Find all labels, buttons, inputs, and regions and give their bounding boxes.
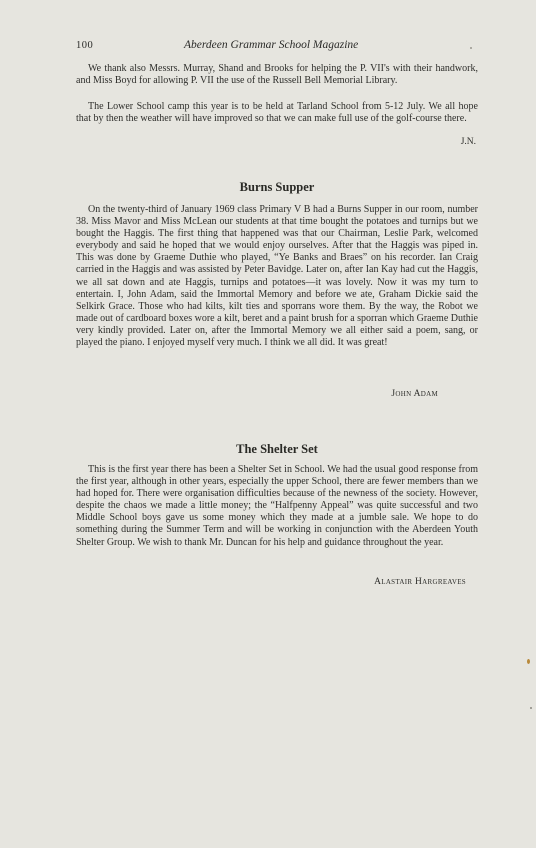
shelter-set-body: This is the first year there has been a Shelter Set in School. We had the usual good response from the first year, although in other years, especially the upper School, there are fewer members than we had hoped for. There were organisation difficulties because of the newness of the society. However, despite the chaos we made a little money; the “Halfpenny Appeal” was quite successful and two Middle School boys gave us some money which they made at a jumble sale. We hope to do something during the Summer Term and will be working in conjunction with the Aberdeen Youth Shelter Group. We wish to thank Mr. Duncan for his help and guidance throughout the year. <box>76 464 478 548</box>
paper-speck-mark <box>527 659 530 664</box>
shelter-set-heading: The Shelter Set <box>236 442 318 456</box>
burns-supper-signature: John Adam <box>391 389 438 399</box>
burns-supper-heading: Burns Supper <box>239 180 315 194</box>
paper-speck-mark <box>530 707 532 709</box>
paper-speck-mark <box>470 47 472 49</box>
intro-signature: J.N. <box>460 137 476 147</box>
shelter-set-signature: Alastair Hargreaves <box>374 577 466 587</box>
page-number: 100 <box>76 40 94 51</box>
intro-paragraph-camp: The Lower School camp this year is to be held at Tarland School from 5-12 July. We all hope that by then the weather will have improved so that we can make full use of the golf-course there. <box>76 101 478 125</box>
burns-supper-body: On the twenty-third of January 1969 class Primary V B had a Burns Supper in our room, number 38. Miss Mavor and Miss McLean our students at that time bought the potatoes and turnips but we bought the Haggis. The first thing that happened was that our Chairman, Leslie Park, welcomed everybody and said he hoped that we would enjoy ourselves. After that the Haggis was piped in. This was done by Graeme Duthie who played, “Ye Banks and Braes” on his recorder. Ian Craig carried in the Haggis and was assisted by Peter Bavidge. Later on, after Ian Kay had cut the Haggis, we all sat down and ate Haggis, turnips and potatoes—it was lovely. Now it was my turn to entertain. I, John Adam, said the Immortal Memory and before we ate, Graham Dickie said the Selkirk Grace. Those who had kilts, kilt ties and sporrans wore them. By the way, the Robot we made out of cardboard boxes wore a kilt, beret and a paint brush for a sporran which Graeme Duthie very kindly provided. Later on, after the Immortal Memory we all either said a poem, sang, or played the piano. I enjoyed myself very much. I think we all did. It was great! <box>76 204 478 349</box>
running-header <box>76 40 476 56</box>
magazine-title: Aberdeen Grammar School Magazine <box>184 39 359 51</box>
intro-paragraph-thanks: We thank also Messrs. Murray, Shand and Brooks for helping the P. VII's with their handwork, and Miss Boyd for allowing P. VII the use of the Russell Bell Memorial Library. <box>76 63 478 87</box>
